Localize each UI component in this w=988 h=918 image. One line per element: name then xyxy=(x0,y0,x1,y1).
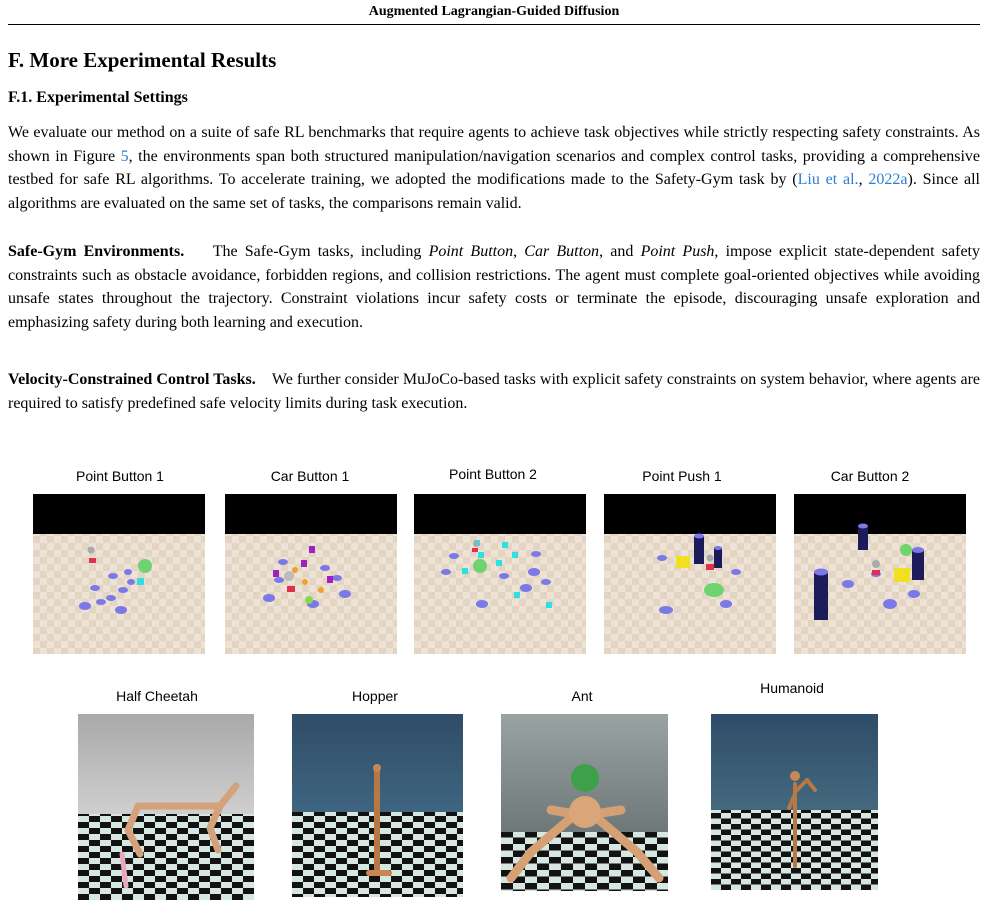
ant-scene xyxy=(501,714,668,891)
citation-year-link[interactable]: 2022a xyxy=(868,171,908,188)
section-title: F. More Experimental Results xyxy=(8,48,277,72)
citation-author-link[interactable]: Liu et al. xyxy=(797,171,859,188)
point-button-1-scene xyxy=(33,494,205,654)
figure-label-point-push-1: Point Push 1 xyxy=(642,468,722,484)
paragraph-heading-velocity: Velocity-Constrained Control Tasks. xyxy=(8,371,256,388)
running-head: Augmented Lagrangian-Guided Diffusion xyxy=(8,4,980,25)
half-cheetah-scene xyxy=(78,714,254,900)
paragraph-heading-safe-gym: Safe-Gym Environments. xyxy=(8,243,185,260)
figure-label-point-button-2: Point Button 2 xyxy=(449,466,537,482)
paragraph-experimental-settings: We evaluate our method on a suite of safe RL benchmarks that require agents to achieve task objectives while strictly respecting safety constraints. As shown in Figure 5, the environments span both structured manipulation/navigation scenarios and complex control tasks, providing a comprehensive testbed for safe RL algorithms. To accelerate training, we adopted the modifications made to the Safety-Gym task by (Liu et al., 2022a). Since all algorithms are evaluated on the same set of tasks, the comparisons remain valid. xyxy=(8,124,981,212)
figure-label-car-button-2: Car Button 2 xyxy=(830,468,910,484)
paragraph-velocity-constrained: Velocity-Constrained Control Tasks. We further consider MuJoCo-based tasks with explicit safety constraints on system behavior, where agents are required to satisfy predefined safe velocity limits during task execution. xyxy=(8,371,981,412)
point-button-2-scene xyxy=(414,494,586,654)
figure-label-car-button-1: Car Button 1 xyxy=(270,468,350,484)
car-button-2-scene xyxy=(794,494,966,654)
figure-label-hopper: Hopper xyxy=(352,688,398,704)
figure-reference-link[interactable]: 5 xyxy=(120,147,129,165)
figure-label-point-button-1: Point Button 1 xyxy=(76,468,164,484)
subsection-title: F.1. Experimental Settings xyxy=(8,89,188,106)
figure-label-humanoid: Humanoid xyxy=(760,680,824,696)
figure-label-ant: Ant xyxy=(571,688,593,704)
hopper-scene xyxy=(292,714,463,897)
car-button-1-scene xyxy=(225,494,397,654)
point-push-1-scene xyxy=(604,494,776,654)
humanoid-scene xyxy=(711,714,878,890)
figure-label-half-cheetah: Half Cheetah xyxy=(116,688,198,704)
paragraph-safe-gym: Safe-Gym Environments. The Safe-Gym tasks, including Point Button, Car Button, and Point Push, impose explicit state-dependent safety constraints such as obstacle avoidance, forbidden regions, and collision restrictions. The agent must complete goal-oriented objectives while avoiding unsafe states throughout the trajectory. Constraint violations incur safety costs or terminate the episode, discouraging unsafe exploration and emphasizing safety during both learning and execution. xyxy=(8,243,980,331)
